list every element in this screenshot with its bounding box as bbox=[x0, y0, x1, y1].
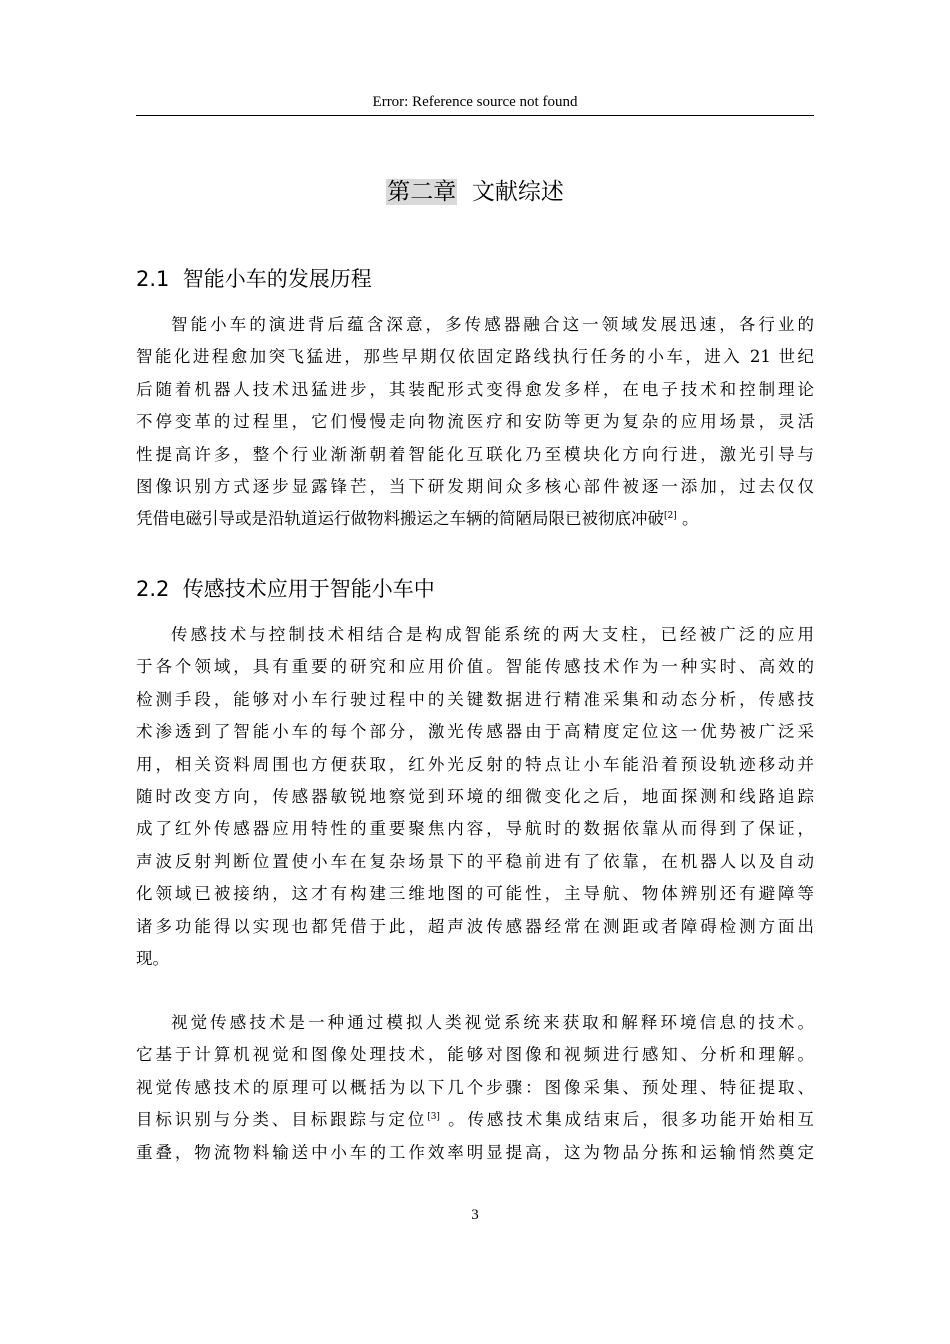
text-line: 它基于计算机视觉和图像处理技术，能够对图像和视频进行感知、分析和理解。 bbox=[136, 1045, 814, 1065]
text-line bbox=[136, 503, 814, 535]
text-span: 凭借电磁引导或是沿轨道运行做物料搬运之车辆的简陋局限已被彻底冲破 bbox=[136, 509, 664, 529]
text-span: 目标识别与分类、目标跟踪与定位 bbox=[136, 1110, 428, 1130]
paragraph-sensing-tech bbox=[136, 619, 814, 975]
section-title: 传感技术应用于智能小车中 bbox=[182, 577, 435, 601]
section-number: 2.2 bbox=[136, 577, 170, 601]
text-line: 化领域已被接纳，这才有构建三维地图的可能性，主导航、物体辨别还有避障等 bbox=[136, 884, 814, 904]
text-line: 术渗透到了智能小车的每个部分，激光传感器由于高精度定位这一优势被广泛采 bbox=[136, 722, 814, 742]
text-line: 检测手段，能够对小车行驶过程中的关键数据进行精准采集和动态分析，传感技 bbox=[136, 689, 814, 709]
chapter-heading bbox=[0, 176, 950, 208]
running-header: Error: Reference source not found bbox=[372, 94, 578, 110]
text-line: 重叠，物流物料输送中小车的工作效率明显提高，这为物品分拣和运输悄然奠定 bbox=[136, 1142, 814, 1162]
text-line bbox=[136, 1104, 814, 1136]
text-line: 传感技术与控制技术相结合是构成智能系统的两大支柱，已经被广泛的应用 bbox=[171, 625, 814, 644]
citation-ref: [2] bbox=[664, 511, 677, 522]
text-line: 成了红外传感器应用特性的重要聚焦内容，导航时的数据依靠从而得到了保证， bbox=[136, 819, 814, 839]
text-line: 不停变革的过程里，它们慢慢走向物流医疗和安防等更为复杂的应用场景，灵活 bbox=[136, 412, 814, 432]
citation-ref: [3] bbox=[427, 1112, 440, 1123]
text-span: 。传感技术集成结束后，很多功能开始相互 bbox=[439, 1110, 815, 1130]
text-line: 图像识别方式逐步显露锋芒，当下研发期间众多核心部件被逐一添加，过去仅仅 bbox=[136, 476, 814, 496]
text-line: 声波反射判断位置使小车在复杂场景下的平稳前进有了依靠，在机器人以及自动 bbox=[136, 851, 814, 871]
text-span: 。 bbox=[676, 509, 699, 529]
page-number: 3 bbox=[471, 1207, 479, 1223]
section-heading-2-1 bbox=[136, 264, 372, 294]
text-line: 于各个领域，具有重要的研究和应用价值。智能传感技术作为一种实时、高效的 bbox=[136, 657, 814, 677]
text-line: 视觉传感技术的原理可以概括为以下几个步骤：图像采集、预处理、特征提取、 bbox=[136, 1077, 814, 1097]
text-line: 诸多功能得以实现也都凭借于此，超声波传感器经常在测距或者障碍检测方面出 bbox=[136, 916, 814, 936]
section-title: 智能小车的发展历程 bbox=[182, 267, 372, 291]
chapter-number: 第二章 bbox=[387, 179, 457, 205]
text-line: 智能化进程愈加突飞猛进，那些早期仅依固定路线执行任务的小车，进入 21 世纪 bbox=[136, 347, 814, 367]
section-heading-2-2 bbox=[136, 574, 435, 604]
text-line: 智能小车的演进背后蕴含深意，多传感器融合这一领域发展迅速，各行业的 bbox=[171, 315, 814, 334]
header-rule bbox=[136, 115, 814, 116]
text-line: 用，相关资料周围也方便获取，红外光反射的特点让小车能沿着预设轨迹移动并 bbox=[136, 754, 814, 774]
section-number: 2.1 bbox=[136, 267, 170, 291]
paragraph-development-history bbox=[136, 309, 814, 536]
text-line: 后随着机器人技术迅猛进步，其装配形式变得愈发多样，在电子技术和控制理论 bbox=[136, 379, 814, 399]
text-line: 性提高许多，整个行业渐渐朝着智能化互联化乃至模块化方向行进，激光引导与 bbox=[136, 444, 814, 464]
chapter-title: 文献综述 bbox=[471, 179, 564, 205]
text-line: 随时改变方向，传感器敏锐地察觉到环境的细微变化之后，地面探测和线路追踪 bbox=[136, 786, 814, 806]
text-line: 视觉传感技术是一种通过模拟人类视觉系统来获取和解释环境信息的技术。 bbox=[171, 1013, 814, 1032]
paragraph-vision-sensing bbox=[136, 1007, 814, 1169]
text-line: 现。 bbox=[136, 948, 169, 968]
